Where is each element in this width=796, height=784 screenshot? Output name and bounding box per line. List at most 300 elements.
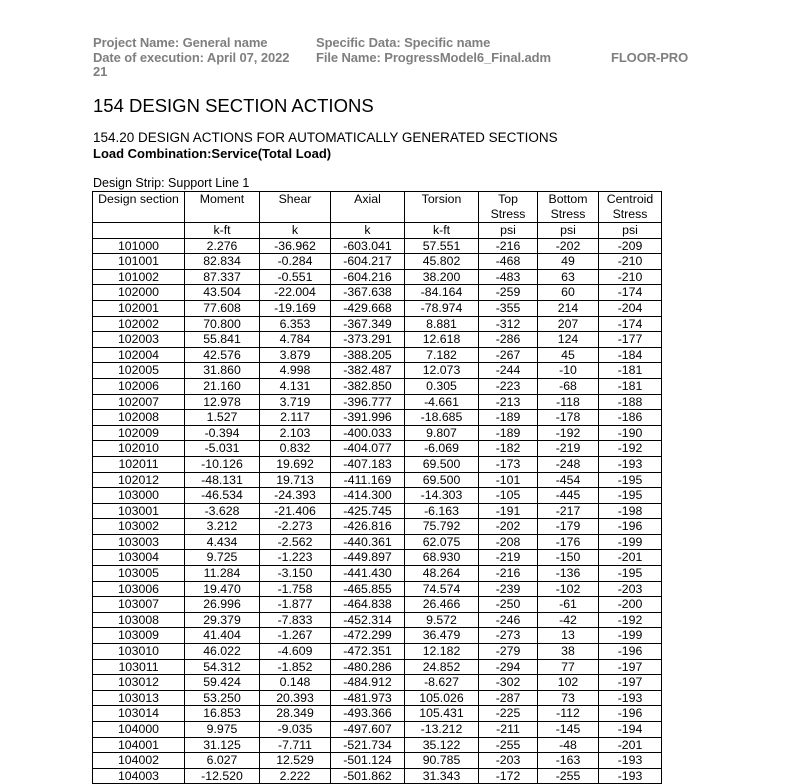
- table-cell: -464.838: [331, 597, 405, 613]
- table-cell: -48.131: [185, 472, 260, 488]
- table-cell: 2.222: [260, 768, 331, 784]
- section-subtitle: 154.20 DESIGN ACTIONS FOR AUTOMATICALLY GENERATED SECTIONS: [93, 130, 558, 145]
- table-cell: -202: [538, 238, 599, 254]
- table-row: [93, 519, 662, 535]
- table-cell: -501.124: [331, 753, 405, 769]
- table-cell: 4.434: [185, 534, 260, 550]
- table-cell: -176: [538, 534, 599, 550]
- table-cell: -481.973: [331, 690, 405, 706]
- table-row: [93, 456, 662, 472]
- table-cell: -184: [599, 347, 662, 363]
- table-cell: -193: [599, 768, 662, 784]
- table-cell: -400.033: [331, 425, 405, 441]
- table-row: [93, 581, 662, 597]
- app-name: FLOOR-PRO: [611, 50, 689, 65]
- table-cell: -441.430: [331, 566, 405, 582]
- table-cell: 12.073: [405, 363, 479, 379]
- table-cell: -201: [599, 550, 662, 566]
- table-cell: -195: [599, 472, 662, 488]
- table-cell: -177: [599, 332, 662, 348]
- table-cell: -396.777: [331, 394, 405, 410]
- table-cell: -454: [538, 472, 599, 488]
- table-cell: 19.470: [185, 581, 260, 597]
- table-cell: -225: [479, 706, 538, 722]
- table-cell: -286: [479, 332, 538, 348]
- table-row: [93, 363, 662, 379]
- table-cell: -201: [599, 737, 662, 753]
- table-cell: -1.852: [260, 659, 331, 675]
- table-cell: 102012: [93, 472, 185, 488]
- table-cell: -407.183: [331, 456, 405, 472]
- table-cell: -193: [599, 753, 662, 769]
- table-cell: -186: [599, 410, 662, 426]
- table-cell: -501.862: [331, 768, 405, 784]
- table-cell: 104001: [93, 737, 185, 753]
- table-cell: -22.004: [260, 285, 331, 301]
- table-cell: -604.217: [331, 254, 405, 270]
- table-row: [93, 628, 662, 644]
- table-cell: -136: [538, 566, 599, 582]
- table-cell: 41.404: [185, 628, 260, 644]
- table-cell: 12.978: [185, 394, 260, 410]
- table-cell: -188: [599, 394, 662, 410]
- table-cell: -199: [599, 534, 662, 550]
- table-cell: -118: [538, 394, 599, 410]
- table-cell: 73: [538, 690, 599, 706]
- table-cell: -0.551: [260, 269, 331, 285]
- table-cell: 48.264: [405, 566, 479, 582]
- table-cell: -5.031: [185, 441, 260, 457]
- table-cell: -61: [538, 597, 599, 613]
- table-cell: -6.163: [405, 503, 479, 519]
- table-cell: -194: [599, 722, 662, 738]
- table-cell: -2.273: [260, 519, 331, 535]
- table-cell: 2.117: [260, 410, 331, 426]
- column-header: Shear: [260, 192, 331, 223]
- table-row: [93, 534, 662, 550]
- table-cell: 9.975: [185, 722, 260, 738]
- table-row: [93, 675, 662, 691]
- table-cell: 26.466: [405, 597, 479, 613]
- table-cell: -267: [479, 347, 538, 363]
- table-cell: 19.713: [260, 472, 331, 488]
- table-body: [93, 238, 662, 784]
- table-cell: -279: [479, 644, 538, 660]
- table-cell: -287: [479, 690, 538, 706]
- table-row: [93, 300, 662, 316]
- table-cell: 104002: [93, 753, 185, 769]
- table-cell: 77.608: [185, 300, 260, 316]
- table-cell: -604.216: [331, 269, 405, 285]
- table-cell: 102004: [93, 347, 185, 363]
- table-cell: -173: [479, 456, 538, 472]
- table-cell: -210: [599, 254, 662, 270]
- table-cell: -18.685: [405, 410, 479, 426]
- table-cell: -217: [538, 503, 599, 519]
- table-cell: -1.758: [260, 581, 331, 597]
- table-cell: 102001: [93, 300, 185, 316]
- table-cell: -255: [538, 768, 599, 784]
- table-row: [93, 612, 662, 628]
- table-cell: 102003: [93, 332, 185, 348]
- table-row: [93, 347, 662, 363]
- table-cell: -181: [599, 378, 662, 394]
- table-cell: -7.711: [260, 737, 331, 753]
- table-cell: -4.609: [260, 644, 331, 660]
- table-cell: -414.300: [331, 488, 405, 504]
- table-cell: -1.223: [260, 550, 331, 566]
- column-unit: k-ft: [405, 223, 479, 239]
- table-row: [93, 425, 662, 441]
- table-cell: 24.852: [405, 659, 479, 675]
- table-cell: -216: [479, 238, 538, 254]
- table-cell: 6.027: [185, 753, 260, 769]
- table-cell: 124: [538, 332, 599, 348]
- table-cell: 42.576: [185, 347, 260, 363]
- table-cell: 105.026: [405, 690, 479, 706]
- table-cell: -312: [479, 316, 538, 332]
- table-cell: -199: [599, 628, 662, 644]
- table-row: [93, 722, 662, 738]
- column-unit: k: [260, 223, 331, 239]
- table-cell: 29.379: [185, 612, 260, 628]
- table-cell: 1.527: [185, 410, 260, 426]
- table-cell: 103014: [93, 706, 185, 722]
- table-cell: 0.305: [405, 378, 479, 394]
- table-cell: -449.897: [331, 550, 405, 566]
- table-cell: 103004: [93, 550, 185, 566]
- table-cell: 2.103: [260, 425, 331, 441]
- table-cell: 105.431: [405, 706, 479, 722]
- table-cell: 59.424: [185, 675, 260, 691]
- table-cell: -248: [538, 456, 599, 472]
- table-cell: -145: [538, 722, 599, 738]
- table-cell: 31.860: [185, 363, 260, 379]
- table-cell: -465.855: [331, 581, 405, 597]
- table-cell: -192: [538, 425, 599, 441]
- table-cell: 12.182: [405, 644, 479, 660]
- table-cell: -213: [479, 394, 538, 410]
- table-cell: -472.299: [331, 628, 405, 644]
- table-cell: 13: [538, 628, 599, 644]
- table-cell: 3.879: [260, 347, 331, 363]
- table-cell: -150: [538, 550, 599, 566]
- table-cell: -3.628: [185, 503, 260, 519]
- table-cell: -209: [599, 238, 662, 254]
- table-cell: -196: [599, 519, 662, 535]
- table-cell: -219: [538, 441, 599, 457]
- table-cell: -181: [599, 363, 662, 379]
- table-cell: 4.131: [260, 378, 331, 394]
- table-cell: 4.784: [260, 332, 331, 348]
- table-cell: -10: [538, 363, 599, 379]
- table-cell: 103013: [93, 690, 185, 706]
- table-cell: -411.169: [331, 472, 405, 488]
- table-cell: -24.393: [260, 488, 331, 504]
- table-row: [93, 378, 662, 394]
- table-cell: -521.734: [331, 737, 405, 753]
- table-cell: -203: [599, 581, 662, 597]
- table-cell: -426.816: [331, 519, 405, 535]
- table-cell: 103006: [93, 581, 185, 597]
- table-row: [93, 706, 662, 722]
- column-header: Moment: [185, 192, 260, 223]
- design-actions-table: [92, 191, 662, 784]
- table-cell: 103007: [93, 597, 185, 613]
- table-row: [93, 550, 662, 566]
- table-cell: -189: [479, 425, 538, 441]
- column-header: Torsion: [405, 192, 479, 223]
- table-cell: 0.148: [260, 675, 331, 691]
- table-cell: 103008: [93, 612, 185, 628]
- table-row: [93, 690, 662, 706]
- table-cell: -493.366: [331, 706, 405, 722]
- table-cell: 62.075: [405, 534, 479, 550]
- column-unit: [93, 223, 185, 239]
- table-cell: 26.996: [185, 597, 260, 613]
- table-row: [93, 254, 662, 270]
- table-cell: -425.745: [331, 503, 405, 519]
- table-cell: -373.291: [331, 332, 405, 348]
- table-cell: 103003: [93, 534, 185, 550]
- table-cell: 60: [538, 285, 599, 301]
- table-row: [93, 503, 662, 519]
- table-cell: -391.996: [331, 410, 405, 426]
- table-cell: 8.881: [405, 316, 479, 332]
- table-cell: 63: [538, 269, 599, 285]
- table-cell: 19.692: [260, 456, 331, 472]
- table-cell: -445: [538, 488, 599, 504]
- table-cell: 102000: [93, 285, 185, 301]
- table-cell: 53.250: [185, 690, 260, 706]
- table-cell: 103011: [93, 659, 185, 675]
- table-cell: -219: [479, 550, 538, 566]
- table-cell: -273: [479, 628, 538, 644]
- table-cell: -484.912: [331, 675, 405, 691]
- table-row: [93, 753, 662, 769]
- table-cell: -174: [599, 316, 662, 332]
- table-cell: 101000: [93, 238, 185, 254]
- table-cell: -78.974: [405, 300, 479, 316]
- table-row: [93, 332, 662, 348]
- table-cell: -172: [479, 768, 538, 784]
- table-cell: 49: [538, 254, 599, 270]
- table-cell: 102009: [93, 425, 185, 441]
- table-header-row: [93, 192, 662, 223]
- table-cell: 102005: [93, 363, 185, 379]
- table-cell: -367.638: [331, 285, 405, 301]
- table-cell: 82.834: [185, 254, 260, 270]
- table-cell: -355: [479, 300, 538, 316]
- column-header: Design section: [93, 192, 185, 223]
- table-cell: -472.351: [331, 644, 405, 660]
- table-cell: 9.572: [405, 612, 479, 628]
- table-cell: -259: [479, 285, 538, 301]
- table-cell: -190: [599, 425, 662, 441]
- table-cell: -480.286: [331, 659, 405, 675]
- table-cell: -497.607: [331, 722, 405, 738]
- load-combination: Load Combination:Service(Total Load): [93, 146, 332, 161]
- table-cell: -163: [538, 753, 599, 769]
- table-cell: -429.668: [331, 300, 405, 316]
- table-cell: -452.314: [331, 612, 405, 628]
- table-cell: 102: [538, 675, 599, 691]
- table-row: [93, 410, 662, 426]
- table-cell: -211: [479, 722, 538, 738]
- table-row: [93, 269, 662, 285]
- table-cell: -0.284: [260, 254, 331, 270]
- table-cell: -192: [599, 612, 662, 628]
- table-cell: -8.627: [405, 675, 479, 691]
- table-cell: -178: [538, 410, 599, 426]
- table-row: [93, 285, 662, 301]
- table-cell: -193: [599, 456, 662, 472]
- table-cell: -483: [479, 269, 538, 285]
- table-cell: -223: [479, 378, 538, 394]
- table-cell: -250: [479, 597, 538, 613]
- table-cell: -294: [479, 659, 538, 675]
- table-cell: 77: [538, 659, 599, 675]
- table-cell: -68: [538, 378, 599, 394]
- table-cell: -382.487: [331, 363, 405, 379]
- table-cell: 28.349: [260, 706, 331, 722]
- table-cell: -189: [479, 410, 538, 426]
- table-cell: 101001: [93, 254, 185, 270]
- table-cell: -2.562: [260, 534, 331, 550]
- table-cell: -603.041: [331, 238, 405, 254]
- table-cell: -182: [479, 441, 538, 457]
- table-cell: -7.833: [260, 612, 331, 628]
- table-cell: -191: [479, 503, 538, 519]
- table-cell: -105: [479, 488, 538, 504]
- table-cell: 11.284: [185, 566, 260, 582]
- table-cell: 207: [538, 316, 599, 332]
- table-cell: 103010: [93, 644, 185, 660]
- table-cell: 35.122: [405, 737, 479, 753]
- table-cell: -255: [479, 737, 538, 753]
- table-row: [93, 566, 662, 582]
- project-name: Project Name: General name: [93, 35, 268, 50]
- table-cell: -367.349: [331, 316, 405, 332]
- table-cell: 9.725: [185, 550, 260, 566]
- table-cell: -244: [479, 363, 538, 379]
- table-cell: -12.520: [185, 768, 260, 784]
- table-cell: 6.353: [260, 316, 331, 332]
- table-cell: -468: [479, 254, 538, 270]
- table-cell: -102: [538, 581, 599, 597]
- table-cell: -440.361: [331, 534, 405, 550]
- table-cell: -382.850: [331, 378, 405, 394]
- table-cell: 75.792: [405, 519, 479, 535]
- table-cell: 16.853: [185, 706, 260, 722]
- table-cell: 102010: [93, 441, 185, 457]
- table-cell: 31.125: [185, 737, 260, 753]
- table-cell: -112: [538, 706, 599, 722]
- table-cell: 12.618: [405, 332, 479, 348]
- table-cell: -388.205: [331, 347, 405, 363]
- table-cell: 214: [538, 300, 599, 316]
- column-header: Centroid Stress: [599, 192, 662, 223]
- table-row: [93, 238, 662, 254]
- table-cell: -48: [538, 737, 599, 753]
- table-row: [93, 441, 662, 457]
- table-cell: 68.930: [405, 550, 479, 566]
- table-cell: -36.962: [260, 238, 331, 254]
- table-cell: -4.661: [405, 394, 479, 410]
- table-cell: -6.069: [405, 441, 479, 457]
- table-cell: 102011: [93, 456, 185, 472]
- table-cell: 57.551: [405, 238, 479, 254]
- table-cell: 69.500: [405, 472, 479, 488]
- table-cell: 90.785: [405, 753, 479, 769]
- table-cell: -193: [599, 690, 662, 706]
- table-cell: 38: [538, 644, 599, 660]
- table-cell: -196: [599, 706, 662, 722]
- table-cell: -196: [599, 644, 662, 660]
- column-header: Top Stress: [479, 192, 538, 223]
- table-cell: -1.267: [260, 628, 331, 644]
- column-header: Bottom Stress: [538, 192, 599, 223]
- table-cell: -216: [479, 566, 538, 582]
- specific-data: Specific Data: Specific name: [316, 35, 491, 50]
- table-cell: 4.998: [260, 363, 331, 379]
- table-cell: -46.534: [185, 488, 260, 504]
- table-cell: 87.337: [185, 269, 260, 285]
- table-cell: -197: [599, 675, 662, 691]
- table-cell: 12.529: [260, 753, 331, 769]
- section-title: 154 DESIGN SECTION ACTIONS: [93, 95, 374, 116]
- table-cell: -404.077: [331, 441, 405, 457]
- table-cell: 43.504: [185, 285, 260, 301]
- table-cell: 102007: [93, 394, 185, 410]
- table-cell: 7.182: [405, 347, 479, 363]
- table-cell: -84.164: [405, 285, 479, 301]
- table-cell: 0.832: [260, 441, 331, 457]
- table-row: [93, 472, 662, 488]
- table-row: [93, 659, 662, 675]
- table-units-row: [93, 223, 662, 239]
- table-cell: -198: [599, 503, 662, 519]
- table-cell: 36.479: [405, 628, 479, 644]
- table-cell: -202: [479, 519, 538, 535]
- table-cell: 102008: [93, 410, 185, 426]
- table-cell: 103012: [93, 675, 185, 691]
- table-cell: -174: [599, 285, 662, 301]
- table-cell: -10.126: [185, 456, 260, 472]
- table-cell: -42: [538, 612, 599, 628]
- column-unit: psi: [479, 223, 538, 239]
- table-cell: -302: [479, 675, 538, 691]
- table-row: [93, 768, 662, 784]
- table-cell: 101002: [93, 269, 185, 285]
- table-cell: -101: [479, 472, 538, 488]
- table-cell: 69.500: [405, 456, 479, 472]
- table-cell: 45: [538, 347, 599, 363]
- table-cell: -1.877: [260, 597, 331, 613]
- table-cell: -9.035: [260, 722, 331, 738]
- table-cell: 103000: [93, 488, 185, 504]
- table-cell: 103005: [93, 566, 185, 582]
- table-cell: -0.394: [185, 425, 260, 441]
- table-cell: 103002: [93, 519, 185, 535]
- column-unit: psi: [599, 223, 662, 239]
- table-row: [93, 737, 662, 753]
- table-cell: 31.343: [405, 768, 479, 784]
- table-cell: -203: [479, 753, 538, 769]
- table-cell: 104003: [93, 768, 185, 784]
- table-cell: 46.022: [185, 644, 260, 660]
- table-cell: -246: [479, 612, 538, 628]
